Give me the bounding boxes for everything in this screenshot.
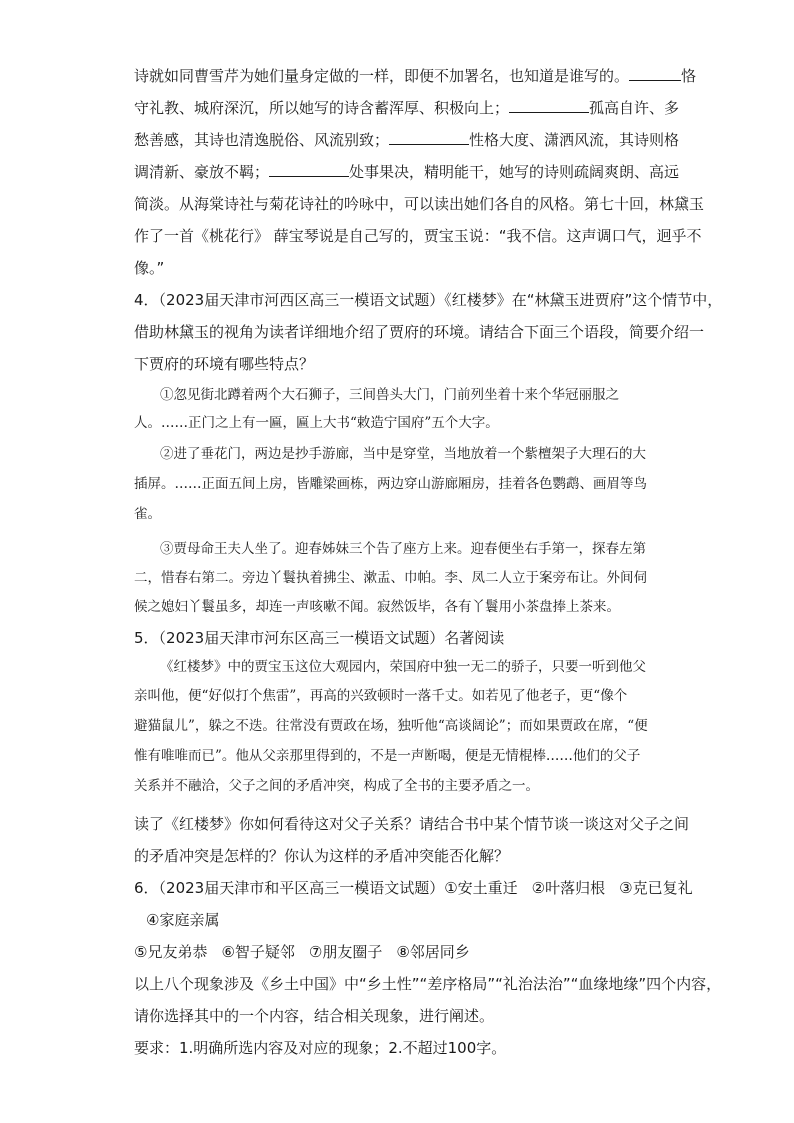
excerpt-line: 候之媳妇丫鬟虽多，却连一声咳嗽不闻。寂然饭毕，各有丫鬟用小茶盘捧上茶来。 (134, 599, 620, 615)
answer-blank[interactable] (389, 130, 469, 145)
answer-blank[interactable] (269, 162, 349, 177)
excerpt-line: 《红楼梦》中的贾宝玉这位大观园内，荣国府中独一无二的骄子，只要一听到他父 (160, 659, 646, 675)
excerpt-line: 插屏。……正面五间上房，皆雕梁画栋，两边穿山游廊厢房，挂着各色鹦鹉、画眉等鸟 (134, 476, 647, 492)
text-line: 借助林黛玉的视角为读者详细地介绍了贾府的环境。请结合下面三个语段，简要介绍一 (134, 323, 705, 341)
text-line: 简淡。从海棠诗社与菊花诗社的吟咏中，可以读出她们各自的风格。第七十回，林黛玉 (134, 195, 705, 213)
text-line: 守礼教、城府深沉，所以她写的诗含蓄浑厚、积极向上； 孤高自许、多 (134, 99, 680, 117)
question-4-title: 4．（2023届天津市河西区高三一模语文试题）《红楼梦》在“林黛玉进贾府”这个情节中， (134, 291, 723, 309)
text-line: 的矛盾冲突是怎样的？你认为这样的矛盾冲突能否化解？ (134, 847, 510, 865)
question-6-title: 6．（2023届天津市和平区高三一模语文试题）①安土重迁 ②叶落归根 ③克已复礼 (134, 879, 693, 897)
text-line: 诗就如同曹雪芹为她们量身定做的一样，即便不加署名，也知道是谁写的。 恪 (134, 67, 697, 85)
text-line: 请你选择其中的一个内容，结合相关现象，进行阐述。 (134, 1007, 495, 1025)
excerpt-line: ③贾母命王夫人坐了。迎春姊妹三个告了座方上来。迎春便坐右手第一，探春左第 (160, 541, 646, 557)
excerpt-line: 亲叫他，便“好似打个焦雷”，再高的兴致顿时一落千丈。如若见了他老子，更“像个 (134, 688, 628, 704)
excerpt-line: 雀。 (134, 506, 161, 522)
option-line: ⑤兄友弟恭 ⑥智子疑邻 ⑦朋友圈子 ⑧邻居同乡 (134, 943, 470, 961)
question-5-title: 5．（2023届天津市河东区高三一模语文试题）名著阅读 (134, 629, 505, 647)
text-line: 调清新、豪放不羁； 处事果决，精明能干，她写的诗则疏阔爽朗、高远 (134, 163, 680, 181)
answer-blank[interactable] (509, 98, 589, 113)
excerpt-line: 二，惜春右第二。旁边丫鬟执着拂尘、漱盂、巾帕。李、凤二人立于案旁布让。外间伺 (134, 570, 647, 586)
excerpt-line: 关系并不融洽，父子之间的矛盾冲突，构成了全书的主要矛盾之一。 (134, 778, 539, 794)
excerpt-line: ②进了垂花门，两边是抄手游廊，当中是穿堂，当地放着一个紫檀架子大理石的大 (160, 446, 646, 462)
excerpt-line: ①忽见街北蹲着两个大石狮子，三间兽头大门，门前列坐着十来个华冠丽服之 (160, 387, 619, 403)
text-line: 愁善感，其诗也清逸脱俗、风流别致； 性格大度、潇洒风流，其诗则格 (134, 131, 680, 149)
option-line: ④家庭亲属 (146, 911, 220, 929)
excerpt-line: 人。……正门之上有一匾，匾上大书“敕造宁国府”五个大字。 (134, 415, 499, 431)
text-line: 像。” (134, 259, 165, 277)
text-line: 以上八个现象涉及《乡土中国》中“乡土性”“差序格局”“礼治法治”“血缘地缘”四个内容， (134, 975, 722, 993)
text-line: 要求：1.明确所选内容及对应的现象；2.不超过100字。 (134, 1039, 507, 1057)
text-line: 下贾府的环境有哪些特点？ (134, 355, 315, 373)
excerpt-line: 惟有唯唯而已”。他从父亲那里得到的，不是一声断喝，便是无情棍棒……他们的父子 (134, 748, 641, 764)
answer-blank[interactable] (629, 66, 681, 81)
excerpt-line: 避猫鼠儿”，躲之不迭。往常没有贾政在场，独听他“高谈阔论”；而如果贾政在席，“便 (134, 718, 648, 734)
text-line: 读了《红楼梦》你如何看待这对父子关系？请结合书中某个情节谈一谈这对父子之间 (134, 815, 690, 833)
text-line: 作了一首《桃花行》 薛宝琴说是自己写的，贾宝玉说：“我不信。这声调口气，迥乎不 (134, 227, 702, 245)
